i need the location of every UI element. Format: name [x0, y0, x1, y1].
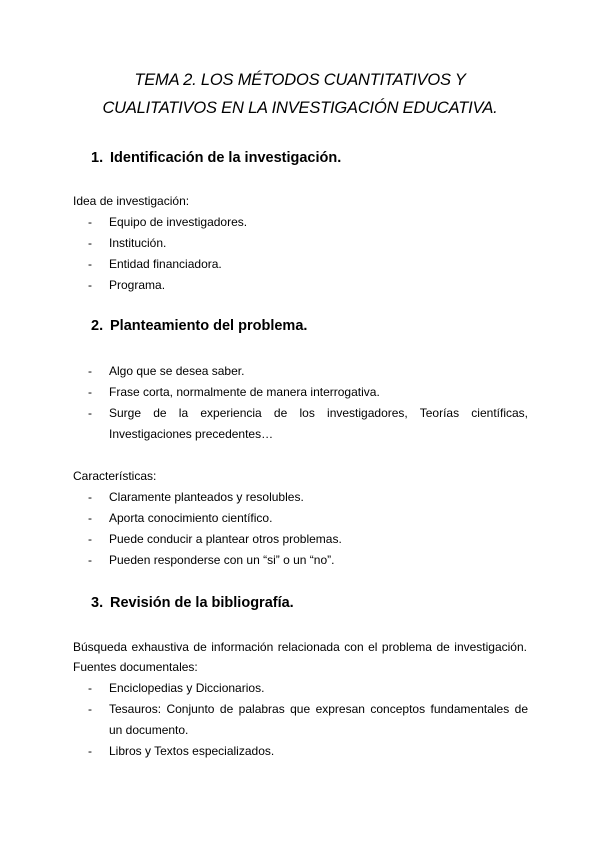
- bullet-dash: -: [88, 236, 92, 250]
- bullet-dash: -: [88, 364, 92, 378]
- section-1-number: 1.: [91, 150, 104, 166]
- document-title-line-2: CUALITATIVOS EN LA INVESTIGACIÓN EDUCATIVA.: [102, 99, 498, 117]
- bullet-dash: -: [88, 702, 92, 716]
- section-3-heading: [91, 595, 294, 611]
- bullet-dash: -: [88, 744, 92, 758]
- bullet-dash: -: [88, 553, 92, 567]
- bullet-dash: -: [88, 257, 92, 271]
- bullet-dash: -: [88, 278, 92, 292]
- bullet-dash: -: [88, 490, 92, 504]
- section-3-paragraph: Búsqueda exhaustiva de información relacionada con el problema de investigación.: [73, 640, 527, 654]
- bullet-dash: -: [88, 681, 92, 695]
- document-title-line-1: TEMA 2. LOS MÉTODOS CUANTITATIVOS Y: [134, 71, 466, 89]
- bullet-dash: -: [88, 511, 92, 525]
- section-2-number: 2.: [91, 318, 104, 334]
- section-3-title: Revisión de la bibliografía.: [110, 595, 294, 611]
- bullet-dash: -: [88, 406, 92, 420]
- bullet-dash: -: [88, 215, 92, 229]
- section-2-title: Planteamiento del problema.: [110, 318, 308, 334]
- characteristics-label: Características:: [73, 469, 157, 483]
- section-1-title: Identificación de la investigación.: [110, 150, 342, 166]
- document-page: TEMA 2. LOS MÉTODOS CUANTITATIVOS Y CUALITATIVOS EN LA INVESTIGACIÓN EDUCATIVA. 1. Identificación de la investigación. Idea de investigación: - Equipo de investigadores. - Institución. - Entidad financiadora. - Programa. 2. Planteamiento del problema. - Algo que se desea saber. - Frase corta, normalmente de manera interrogativa. - Surge de la experiencia de los investigadores, Teorías científicas, Investigaciones precedentes… Características: - Claramente planteados y resolubles. - Aporta conocimiento científico. - Puede conducir a plantear otros problemas. - Pueden responderse con un “si” o un “no”. 3. Revisión de la bibliografía. Búsqueda exhaustiva de información relacionada con el problema de investigación. Fuentes documentales: - Enciclopedias y Diccionarios. - Tesauros: Conjunto de palabras que expresan conceptos fundamentales de un documento. - Libros y Textos especializados.: [0, 0, 600, 848]
- bullet-dash: -: [88, 385, 92, 399]
- bullet-dash: -: [88, 532, 92, 546]
- section-3-number: 3.: [91, 595, 104, 611]
- section-1-intro: Idea de investigación:: [73, 194, 190, 208]
- section-2-heading: [91, 318, 307, 334]
- section-3-sources-label: Fuentes documentales:: [73, 660, 198, 674]
- section-1-heading: [91, 150, 341, 166]
